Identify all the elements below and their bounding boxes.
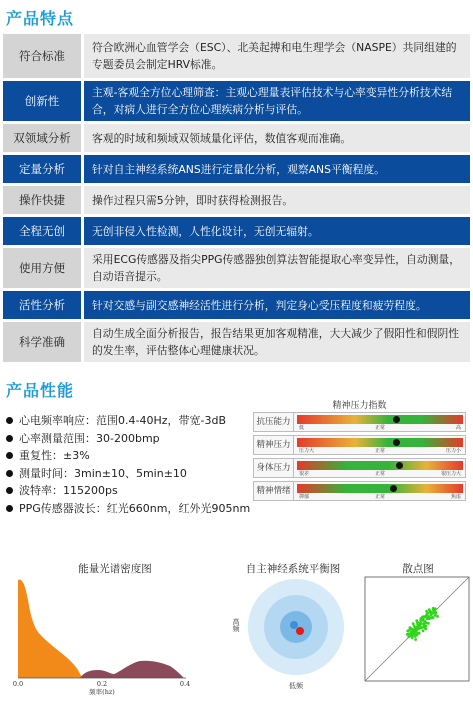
- feature-desc: 符合欧洲心血管学会（ESC）、北美起搏和电生理学会（NASPE）共同组建的专题委员会制定HRV标准。: [84, 34, 470, 78]
- feature-label: 定量分析: [3, 155, 81, 183]
- stress-gradient-bar: [297, 415, 463, 424]
- spec-text: 波特率：115200ps: [19, 484, 118, 497]
- list-item: [6, 482, 250, 500]
- bullet-icon: [6, 505, 13, 512]
- stress-marker: [393, 439, 400, 446]
- feature-desc: 采用ECG传感器及指尖PPG传感器独创算法智能提取心率变异性，自动测量，自动语音提示。: [84, 248, 470, 288]
- spec-text: 心电频率响应：范围0.4-40Hz，带宽-3dB: [19, 414, 227, 427]
- stress-panel-title: 精神压力指数: [332, 401, 387, 411]
- stress-scale: [297, 424, 463, 431]
- scale-left-label: 压力大: [299, 448, 315, 454]
- stress-row-name: 精神压力: [254, 436, 294, 454]
- scatter-point: [417, 627, 420, 630]
- psd-hf-area: [80, 661, 184, 678]
- stress-row: [253, 481, 466, 501]
- scatter-point: [423, 620, 426, 623]
- table-row: [3, 291, 470, 319]
- performance-list: [6, 412, 250, 517]
- scatter-point: [433, 610, 436, 613]
- spec-text: 心率测量范围：30-200bmp: [19, 431, 160, 445]
- scale-mid-label: 正常: [375, 448, 386, 454]
- stress-marker: [396, 462, 403, 469]
- scatter-point: [428, 611, 431, 614]
- list-item: [6, 465, 250, 483]
- ans-measure-dot: [296, 627, 304, 635]
- scatter-point: [424, 615, 427, 618]
- ans-reference-dot: [290, 621, 298, 629]
- feature-desc: 主观-客观全方位心理筛查：主观心理量表评估技术与心率变异性分析技术结合，对病人进行全方位心理疾病分析与评估。: [84, 81, 470, 121]
- feature-label: 操作快捷: [3, 186, 81, 214]
- psd-tick-2: 0.4: [179, 680, 191, 688]
- psd-chart-title: 能量光谱密度图: [78, 563, 152, 575]
- psd-tick-1: 0.2: [96, 680, 108, 688]
- feature-label: 全程无创: [3, 217, 81, 245]
- features-title: 产品特点: [6, 9, 75, 28]
- list-item: [6, 447, 250, 465]
- scale-mid-label: 正常: [375, 425, 386, 431]
- stress-gradient-bar: [297, 438, 463, 447]
- feature-desc: 无创非侵入性检测，人性化设计，无创无辐射。: [84, 217, 470, 245]
- table-row: [3, 248, 470, 288]
- psd-tick-0: 0.0: [12, 680, 24, 688]
- scale-right-label: 很压力大: [440, 471, 461, 477]
- feature-desc: 自动生成全面分析报告，报告结果更加客观精准，大大减少了假阳性和假阴性的发生率，评估整体心理健康状况。: [84, 322, 470, 362]
- features-table: [3, 34, 470, 365]
- feature-desc: 针对交感与副交感神经活性进行分析，判定身心受压程度和疲劳程度。: [84, 291, 470, 319]
- table-row: [3, 322, 470, 362]
- spec-text: 测量时间：3min±10、5min±10: [19, 466, 187, 480]
- bullet-icon: [6, 452, 13, 459]
- table-row: [3, 34, 470, 78]
- bullet-icon: [6, 417, 13, 424]
- ans-chart-title: 自主神经系统平衡图: [245, 563, 341, 575]
- scale-left-label: 抑郁: [299, 494, 310, 500]
- stress-index-panel: [253, 398, 466, 506]
- stress-marker: [393, 416, 400, 423]
- scatter-point: [414, 635, 417, 638]
- feature-label: 活性分析: [3, 291, 81, 319]
- table-row: [3, 124, 470, 152]
- stress-row-name: 身体压力: [254, 459, 294, 477]
- spec-text: 重复性：±3%: [19, 449, 90, 462]
- scatter-chart-title: 散点图: [402, 563, 434, 575]
- stress-scale: [297, 447, 463, 454]
- feature-desc: 客观的时域和频域双领域量化评估，数值客观而准确。: [84, 124, 470, 152]
- scatter-point: [427, 617, 430, 620]
- scatter-point: [422, 629, 425, 632]
- list-item: [6, 412, 250, 430]
- scale-mid-label: 正常: [375, 471, 386, 477]
- ans-balance-chart: [228, 576, 358, 698]
- performance-title: 产品性能: [6, 381, 75, 400]
- table-row: [3, 186, 470, 214]
- scatter-point: [410, 627, 413, 630]
- scale-right-label: 压力小: [445, 448, 461, 454]
- scale-left-label: 低: [299, 425, 305, 431]
- stress-row-name: 精神情绪: [254, 482, 294, 500]
- scatter-point: [431, 616, 434, 619]
- psd-x-label: 频率(hz): [89, 688, 115, 696]
- feature-label: 双领域分析: [3, 124, 81, 152]
- feature-label: 符合标准: [3, 34, 81, 78]
- stress-gradient-bar: [297, 461, 463, 470]
- table-row: [3, 217, 470, 245]
- bullet-icon: [6, 435, 13, 442]
- stress-row: [253, 435, 466, 455]
- ans-y-label: 高频: [232, 618, 240, 632]
- scatter-point: [430, 613, 433, 616]
- table-row: [3, 155, 470, 183]
- psd-chart: [10, 574, 195, 700]
- feature-desc: 针对自主神经系统ANS进行定量化分析，观察ANS平衡程度。: [84, 155, 470, 183]
- bullet-icon: [6, 470, 13, 477]
- list-item: [6, 500, 250, 518]
- scale-right-label: 焦虑: [450, 494, 461, 500]
- scatter-point: [409, 634, 412, 637]
- scale-right-label: 高: [455, 425, 461, 431]
- scatter-point: [423, 625, 426, 628]
- scale-mid-label: 正常: [375, 494, 386, 500]
- scatter-point: [419, 617, 422, 620]
- bullet-icon: [6, 487, 13, 494]
- feature-label: 使用方便: [3, 248, 81, 288]
- scale-left-label: 很差: [299, 471, 310, 477]
- stress-scale: [297, 470, 463, 477]
- psd-lf-area: [18, 580, 84, 678]
- scatter-point: [432, 607, 435, 610]
- stress-row-name: 抗压能力: [254, 413, 294, 431]
- scatter-point: [410, 631, 413, 634]
- scatter-point: [436, 615, 439, 618]
- feature-label: 科学准确: [3, 322, 81, 362]
- scatter-point: [413, 627, 416, 630]
- feature-desc: 操作过程只需5分钟，即时获得检测报告。: [84, 186, 470, 214]
- scatter-chart: [364, 576, 470, 686]
- spec-text: PPG传感器波长：红光660nm，红外光905nm: [19, 501, 251, 515]
- stress-gradient-bar: [297, 484, 463, 493]
- stress-row: [253, 412, 466, 432]
- stress-row: [253, 458, 466, 478]
- ans-x-label: 低频: [289, 682, 303, 690]
- stress-scale: [297, 493, 463, 500]
- scatter-point: [414, 638, 417, 641]
- feature-label: 创新性: [3, 81, 81, 121]
- stress-marker: [390, 485, 397, 492]
- scatter-point: [427, 622, 430, 625]
- scatter-point: [416, 623, 419, 626]
- list-item: [6, 430, 250, 448]
- table-row: [3, 81, 470, 121]
- scatter-point: [417, 632, 420, 635]
- scatter-point: [419, 622, 422, 625]
